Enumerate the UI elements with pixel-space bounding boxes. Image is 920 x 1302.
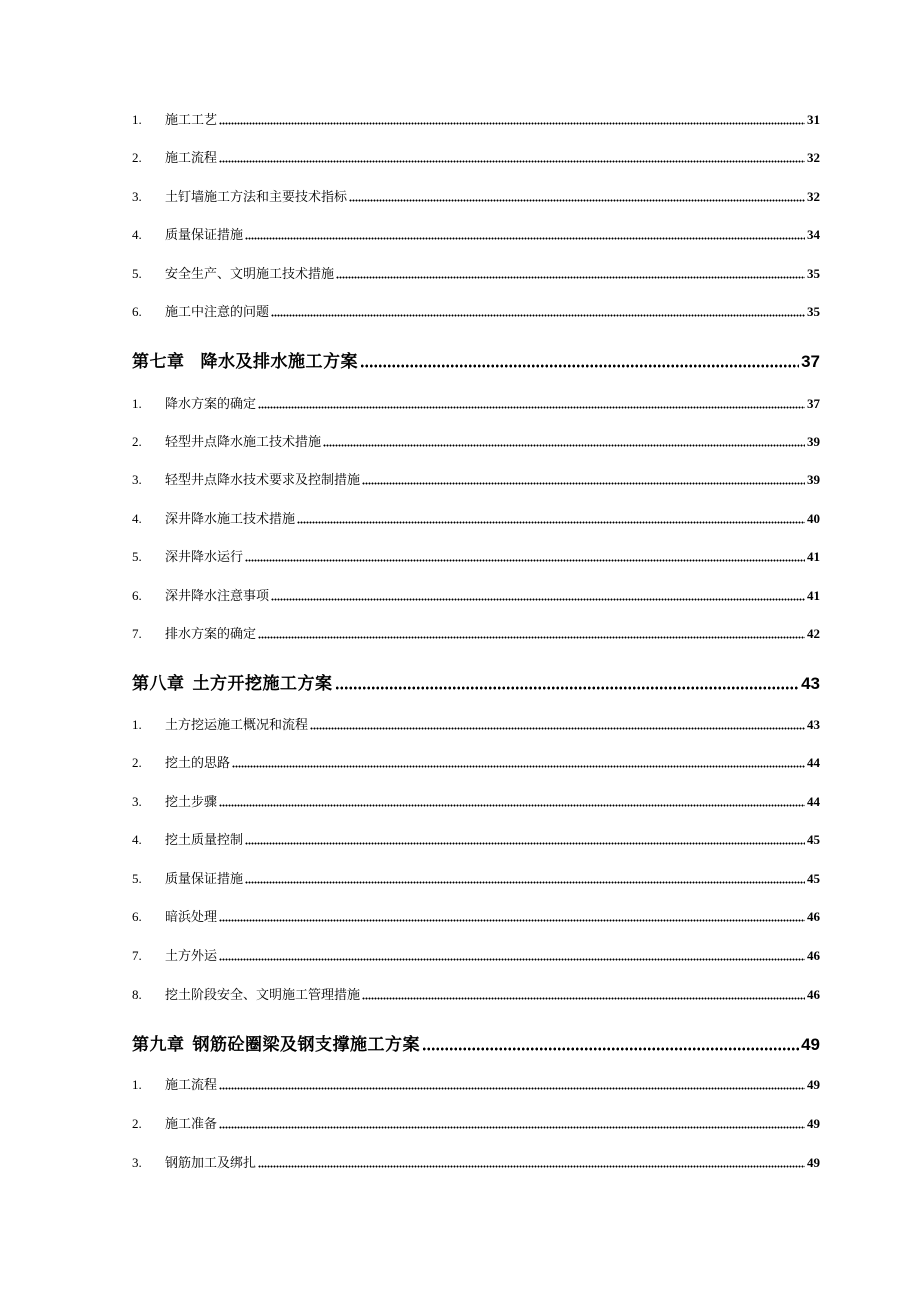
toc-entry-title: 轻型井点降水施工技术措施	[165, 435, 322, 450]
dot-leader	[219, 1085, 805, 1091]
toc-entry[interactable]	[132, 907, 820, 927]
dot-leader	[336, 274, 805, 280]
toc-entry-page: 46	[807, 948, 820, 963]
dot-leader	[258, 404, 805, 410]
dot-leader	[219, 802, 805, 808]
toc-chapter-name: 钢筋砼圈梁及钢支撑施工方案	[192, 1035, 420, 1055]
toc-entry-number: 7.	[132, 948, 142, 963]
toc-entry[interactable]	[132, 148, 820, 168]
toc-entry-page: 43	[807, 717, 820, 732]
toc-entry-title: 质量保证措施	[165, 228, 244, 243]
toc-entry-number: 2.	[132, 434, 142, 449]
toc-entry-number: 3.	[132, 794, 142, 809]
toc-entry-title: 挖土质量控制	[165, 833, 244, 848]
toc-entry-page: 45	[807, 832, 820, 847]
toc-entry-page: 35	[807, 304, 820, 319]
toc-entry-page: 39	[807, 472, 820, 487]
toc-entry[interactable]	[132, 946, 820, 966]
dot-leader	[360, 362, 799, 369]
toc-chapter-entry[interactable]	[132, 1032, 820, 1058]
toc-entry-title: 土方外运	[165, 949, 218, 964]
toc-entry-number: 8.	[132, 987, 142, 1002]
dot-leader	[271, 312, 805, 318]
toc-entry-title: 轻型井点降水技术要求及控制措施	[165, 473, 361, 488]
toc-entry[interactable]	[132, 509, 820, 529]
toc-entry-number: 1.	[132, 112, 142, 127]
toc-chapter-title	[132, 671, 333, 697]
toc-entry-number: 3.	[132, 472, 142, 487]
toc-entry-number: 3.	[132, 189, 142, 204]
toc-entry-number: 5.	[132, 266, 142, 281]
toc-entry[interactable]	[132, 432, 820, 452]
dot-leader	[422, 1045, 799, 1052]
toc-entry-title: 挖土步骤	[165, 795, 218, 810]
dot-leader	[310, 725, 805, 731]
toc-entry-page: 42	[807, 626, 820, 641]
toc-chapter-number: 第八章	[132, 674, 185, 694]
toc-entry-title: 排水方案的确定	[165, 627, 257, 642]
dot-leader	[219, 917, 805, 923]
toc-entry-page: 37	[807, 396, 820, 411]
toc-entry[interactable]	[132, 715, 820, 735]
toc-entry-number: 5.	[132, 549, 142, 564]
toc-chapter-entry[interactable]	[132, 671, 820, 697]
toc-entry-page: 41	[807, 588, 820, 603]
toc-entry[interactable]	[132, 470, 820, 490]
toc-entry-page: 46	[807, 987, 820, 1002]
toc-entry-number: 5.	[132, 871, 142, 886]
toc-entry-page: 32	[807, 189, 820, 204]
toc-entry-number: 2.	[132, 755, 142, 770]
toc-chapter-number: 第七章	[132, 352, 185, 372]
toc-entry[interactable]	[132, 302, 820, 322]
toc-entry-title: 钢筋加工及绑扎	[165, 1156, 257, 1171]
dot-leader	[362, 480, 805, 486]
toc-entry[interactable]	[132, 225, 820, 245]
toc-entry[interactable]	[132, 110, 820, 130]
dot-leader	[219, 120, 805, 126]
toc-entry-page: 45	[807, 871, 820, 886]
toc-entry[interactable]	[132, 753, 820, 773]
dot-leader	[258, 1163, 805, 1169]
toc-entry-number: 2.	[132, 150, 142, 165]
toc-entry-number: 6.	[132, 304, 142, 319]
toc-chapter-page: 43	[801, 674, 820, 693]
dot-leader	[258, 634, 805, 640]
toc-entry[interactable]	[132, 1114, 820, 1134]
toc-entry-page: 34	[807, 227, 820, 242]
toc-entry-title: 施工准备	[165, 1117, 218, 1132]
toc-entry-page: 41	[807, 549, 820, 564]
toc-entry-number: 1.	[132, 717, 142, 732]
toc-chapter-entry[interactable]	[132, 349, 820, 375]
toc-chapter-title	[132, 1032, 420, 1058]
toc-chapter-number: 第九章	[132, 1035, 185, 1055]
toc-entry[interactable]	[132, 624, 820, 644]
toc-entry-title: 施工工艺	[165, 113, 218, 128]
dot-leader	[297, 519, 805, 525]
toc-entry-title: 挖土的思路	[165, 756, 231, 771]
toc-entry-number: 4.	[132, 227, 142, 242]
toc-entry[interactable]	[132, 1153, 820, 1173]
toc-entry-number: 4.	[132, 511, 142, 526]
toc-entry-page: 49	[807, 1077, 820, 1092]
toc-entry-number: 3.	[132, 1155, 142, 1170]
toc-entry-page: 46	[807, 909, 820, 924]
toc-entry-title: 深井降水注意事项	[165, 589, 270, 604]
toc-entry-title: 深井降水施工技术措施	[165, 512, 296, 527]
dot-leader	[349, 197, 805, 203]
toc-entry-page: 44	[807, 794, 820, 809]
dot-leader	[245, 879, 805, 885]
toc-entry-number: 6.	[132, 909, 142, 924]
toc-entry-page: 49	[807, 1116, 820, 1131]
toc-entry-page: 40	[807, 511, 820, 526]
toc-entry-number: 1.	[132, 396, 142, 411]
toc-entry[interactable]	[132, 1075, 820, 1095]
dot-leader	[219, 158, 805, 164]
toc-chapter-page: 37	[801, 352, 820, 371]
toc-entry-page: 31	[807, 112, 820, 127]
toc-entry-page: 35	[807, 266, 820, 281]
toc-entry-page: 32	[807, 150, 820, 165]
toc-chapter-name: 土方开挖施工方案	[192, 674, 333, 694]
toc-entry-title: 施工流程	[165, 151, 218, 166]
toc-chapter-title	[132, 349, 358, 375]
toc-entry-page: 49	[807, 1155, 820, 1170]
toc-entry[interactable]	[132, 869, 820, 889]
toc-entry[interactable]	[132, 394, 820, 414]
toc-entry-title: 深井降水运行	[165, 550, 244, 565]
toc-entry-title: 土方挖运施工概况和流程	[165, 718, 309, 733]
toc-entry[interactable]	[132, 985, 820, 1005]
toc-entry-number: 4.	[132, 832, 142, 847]
toc-entry[interactable]	[132, 187, 820, 207]
toc-entry-title: 降水方案的确定	[165, 397, 257, 412]
dot-leader	[362, 995, 805, 1001]
toc-entry[interactable]	[132, 830, 820, 850]
toc-entry-number: 6.	[132, 588, 142, 603]
dot-leader	[232, 763, 805, 769]
dot-leader	[219, 1124, 805, 1130]
toc-chapter-name: 降水及排水施工方案	[200, 352, 358, 372]
dot-leader	[323, 442, 805, 448]
toc-entry[interactable]	[132, 792, 820, 812]
dot-leader	[245, 235, 805, 241]
toc-entry-title: 暗浜处理	[165, 910, 218, 925]
dot-leader	[245, 557, 805, 563]
toc-entry-title: 施工流程	[165, 1078, 218, 1093]
toc-entry-title: 挖土阶段安全、文明施工管理措施	[165, 988, 361, 1003]
toc-chapter-page: 49	[801, 1035, 820, 1054]
toc-entry-title: 施工中注意的问题	[165, 305, 270, 320]
dot-leader	[219, 956, 805, 962]
toc-entry-title: 安全生产、文明施工技术措施	[165, 267, 335, 282]
toc-entry-title: 质量保证措施	[165, 872, 244, 887]
toc-entry-number: 2.	[132, 1116, 142, 1131]
toc-entry[interactable]	[132, 547, 820, 567]
toc-entry-page: 44	[807, 755, 820, 770]
dot-leader	[335, 684, 800, 691]
toc-entry[interactable]	[132, 586, 820, 606]
dot-leader	[245, 840, 805, 846]
toc-entry[interactable]	[132, 264, 820, 284]
toc-entry-title: 土钉墙施工方法和主要技术指标	[165, 190, 348, 205]
toc-entry-page: 39	[807, 434, 820, 449]
toc-entry-number: 7.	[132, 626, 142, 641]
dot-leader	[271, 596, 805, 602]
toc-entry-number: 1.	[132, 1077, 142, 1092]
